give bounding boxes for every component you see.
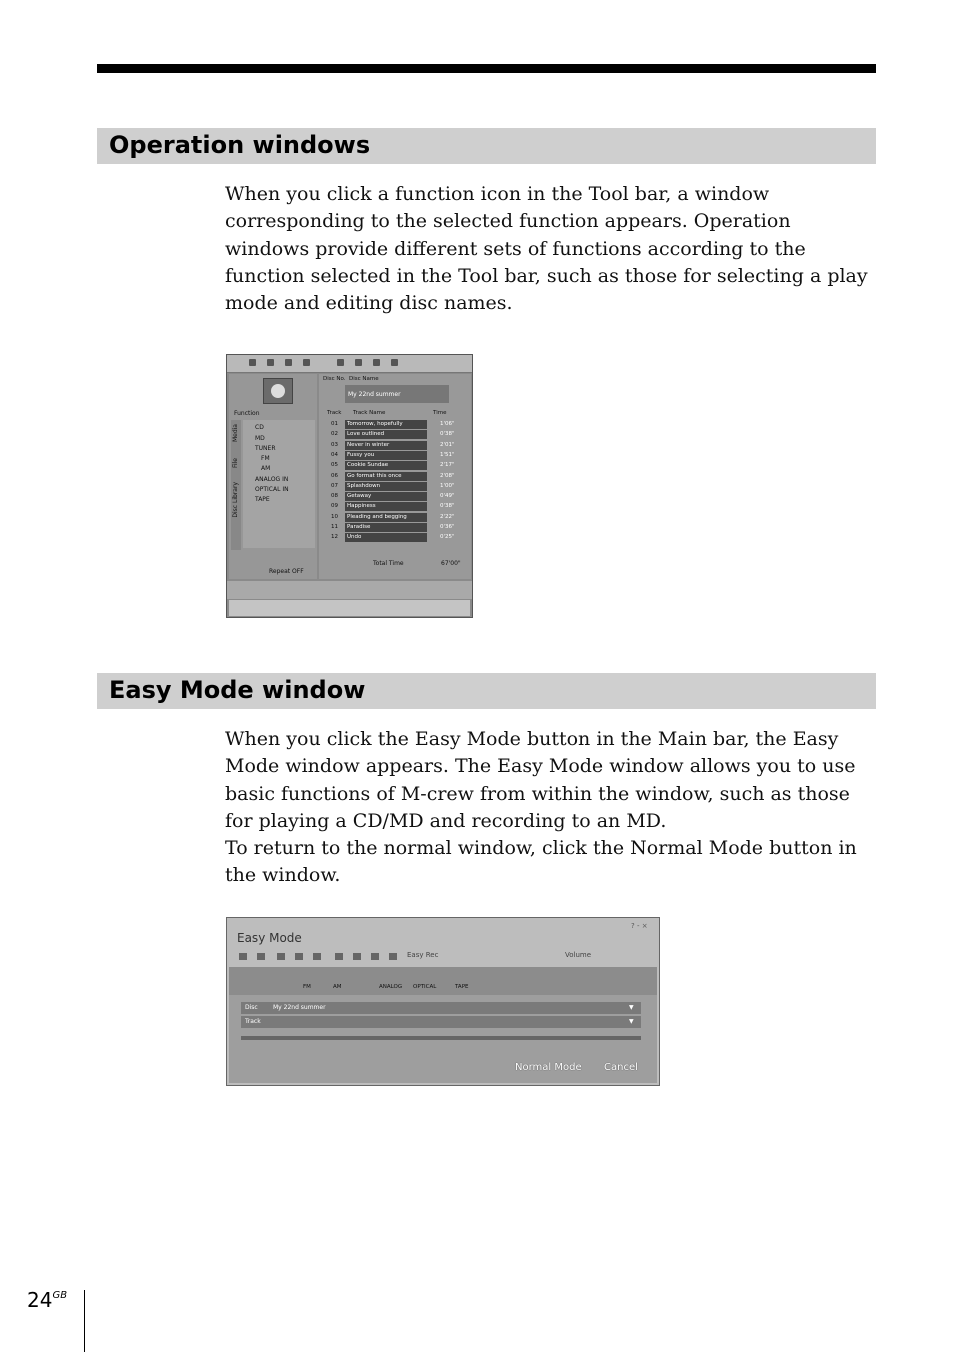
- repeat-mode-select[interactable]: Repeat OFF: [269, 568, 304, 575]
- media-item-am[interactable]: AM: [261, 465, 271, 472]
- track-name: Splashdown: [345, 482, 427, 491]
- disc-no-label: Disc No.: [323, 376, 346, 382]
- track-name: Happiness: [345, 502, 427, 511]
- track-time: 0'25": [440, 534, 455, 541]
- media-item-tuner[interactable]: TUNER: [255, 445, 276, 452]
- status-bar: [229, 600, 470, 616]
- cd-icon[interactable]: [239, 953, 247, 960]
- track-name: Fussy you: [345, 451, 427, 460]
- section-heading-operation-windows: [97, 128, 876, 164]
- track-time: 1'06": [440, 421, 455, 427]
- top-rule: [97, 64, 876, 73]
- prev-icon[interactable]: [335, 953, 343, 960]
- track-name: Never in winter: [345, 441, 427, 450]
- body-paragraph: When you click the Easy Mode button in the Main bar, the Easy Mode window appears. The Easy Mode window allows you to use basic functions of M-crew from within the window, such as those for playing a CD/MD and recording to an MD.: [225, 728, 856, 832]
- disc-name-field[interactable]: [345, 385, 449, 403]
- play-icon[interactable]: [277, 953, 285, 960]
- body-paragraph: To return to the normal window, click the Normal Mode button in the window.: [225, 837, 857, 887]
- track-time: 2'01": [440, 441, 455, 448]
- media-item-optical-in[interactable]: OPTICAL IN: [255, 486, 289, 493]
- track-time: 0'38": [440, 431, 455, 438]
- track-number: 06: [331, 472, 338, 479]
- track-time: 0'49": [440, 493, 455, 500]
- easy-mode-window-screenshot: [226, 917, 660, 1086]
- normal-mode-button[interactable]: Normal Mode: [515, 1062, 582, 1073]
- track-name: Undo: [345, 533, 427, 542]
- footer-rule: [84, 1290, 85, 1352]
- track-time: 0'38": [440, 503, 455, 510]
- table-row[interactable]: [325, 502, 462, 512]
- cd-disc-icon: [263, 378, 293, 404]
- progress-bar: [241, 1036, 641, 1040]
- disc-label: Disc: [245, 1004, 258, 1011]
- analog-button[interactable]: ANALOG: [379, 984, 403, 990]
- table-row[interactable]: [325, 482, 462, 492]
- table-row[interactable]: [325, 533, 462, 543]
- volume-label: Volume: [565, 951, 592, 959]
- disc-name-label: Disc Name: [349, 376, 379, 382]
- track-number: 11: [331, 524, 338, 530]
- chevron-down-icon: ▼: [629, 1004, 634, 1011]
- track-name: Go format this once: [345, 472, 427, 481]
- media-item-cd[interactable]: CD: [255, 424, 264, 431]
- window-title: Easy Mode: [237, 931, 302, 945]
- table-row[interactable]: [325, 420, 462, 430]
- track-number: 09: [331, 503, 338, 510]
- media-item-fm[interactable]: FM: [261, 455, 270, 462]
- track-number: 08: [331, 493, 338, 500]
- media-item-md[interactable]: MD: [255, 435, 265, 442]
- track-label: Track: [245, 1018, 261, 1025]
- cancel-button[interactable]: Cancel: [604, 1062, 638, 1073]
- function-bar: [229, 967, 657, 995]
- play-icon: [267, 359, 274, 366]
- transport-controls: [227, 949, 659, 965]
- track-number: 01: [331, 421, 338, 427]
- am-button[interactable]: AM: [333, 984, 342, 990]
- track-name: Cookie Sundae: [345, 461, 427, 470]
- table-row[interactable]: [325, 441, 462, 451]
- easy-rec-button[interactable]: Easy Rec: [407, 951, 439, 959]
- track-name: Tomorrow, hopefully: [345, 420, 427, 429]
- track-number: 05: [331, 462, 338, 469]
- media-item-analog-in[interactable]: ANALOG IN: [255, 476, 289, 483]
- table-row[interactable]: [325, 492, 462, 502]
- track-time: 2'17": [440, 462, 455, 469]
- disc-value: My 22nd summer: [273, 1004, 326, 1011]
- window-controls[interactable]: ? - ×: [631, 922, 648, 930]
- disc-select[interactable]: [241, 1002, 641, 1014]
- total-time-value: 67'00": [441, 560, 461, 567]
- track-number: 12: [331, 534, 338, 541]
- disc-name-value: My 22nd summer: [348, 391, 401, 398]
- track-name-col-header: Track Name: [353, 410, 386, 416]
- track-col-header: Track: [327, 410, 342, 416]
- track-select[interactable]: [241, 1016, 641, 1028]
- track-number: 03: [331, 441, 338, 448]
- table-row[interactable]: [325, 430, 462, 440]
- tab-disc-library[interactable]: Disc Library: [232, 482, 239, 518]
- prev-icon: [337, 359, 344, 366]
- eject-icon: [249, 359, 256, 366]
- next-icon: [355, 359, 362, 366]
- bottom-toolbar: [227, 581, 472, 599]
- table-row[interactable]: [325, 523, 462, 533]
- track-name: Getaway: [345, 492, 427, 501]
- track-time: 2'22": [440, 513, 455, 520]
- track-time: 1'51": [440, 451, 455, 458]
- track-name: Love outlined: [345, 430, 427, 439]
- fm-button[interactable]: FM: [303, 984, 311, 990]
- tab-media[interactable]: Media: [232, 424, 239, 443]
- tab-file[interactable]: File: [232, 458, 239, 469]
- function-label: Function: [234, 410, 260, 417]
- page-number: $24^{GB}$: [27, 1288, 68, 1312]
- media-list: [243, 420, 315, 548]
- rewind-icon: [373, 359, 380, 366]
- track-name: Pleading and begging: [345, 513, 427, 522]
- track-time: 0'36": [440, 524, 455, 530]
- section-heading-easy-mode-window: [97, 673, 876, 709]
- track-time: 2'08": [440, 472, 455, 479]
- table-row[interactable]: [325, 461, 462, 471]
- track-panel: [319, 374, 471, 579]
- pause-icon: [285, 359, 292, 366]
- track-number: 02: [331, 431, 338, 438]
- track-number: 04: [331, 451, 338, 458]
- body-paragraph: When you click a function icon in the Tool bar, a window corresponding to the selected function appears. Operation windows provide different sets of functions according to the function selected in the Tool bar, such as those for selecting a play mode and editing disc names.: [225, 183, 868, 315]
- media-item-tape[interactable]: TAPE: [255, 496, 270, 503]
- forward-icon[interactable]: [389, 953, 397, 960]
- stop-icon[interactable]: [313, 953, 321, 960]
- track-number: 07: [331, 482, 338, 489]
- table-row[interactable]: [325, 513, 462, 523]
- optical-button[interactable]: OPTICAL: [413, 984, 437, 990]
- eject-icon[interactable]: [257, 953, 265, 960]
- time-col-header: Time: [433, 410, 447, 416]
- table-row[interactable]: [325, 451, 462, 461]
- forward-icon: [391, 359, 398, 366]
- pause-icon[interactable]: [295, 953, 303, 960]
- track-number: 10: [331, 513, 338, 520]
- stop-icon: [303, 359, 310, 366]
- chevron-down-icon: ▼: [629, 1018, 634, 1025]
- function-panel: [229, 374, 317, 579]
- tool-bar: [227, 355, 472, 373]
- section-title: Easy Mode window: [109, 676, 366, 704]
- track-name: Paradise: [345, 523, 427, 532]
- total-time-label: Total Time: [373, 560, 404, 567]
- operation-window-screenshot: [226, 354, 473, 618]
- track-time: 1'00": [440, 482, 455, 489]
- section-title: Operation windows: [109, 131, 371, 159]
- easy-mode-panel: [229, 995, 657, 1083]
- next-icon[interactable]: [353, 953, 361, 960]
- side-tabs: [231, 420, 241, 550]
- tape-button[interactable]: TAPE: [455, 984, 469, 990]
- table-row[interactable]: [325, 472, 462, 482]
- rewind-icon[interactable]: [371, 953, 379, 960]
